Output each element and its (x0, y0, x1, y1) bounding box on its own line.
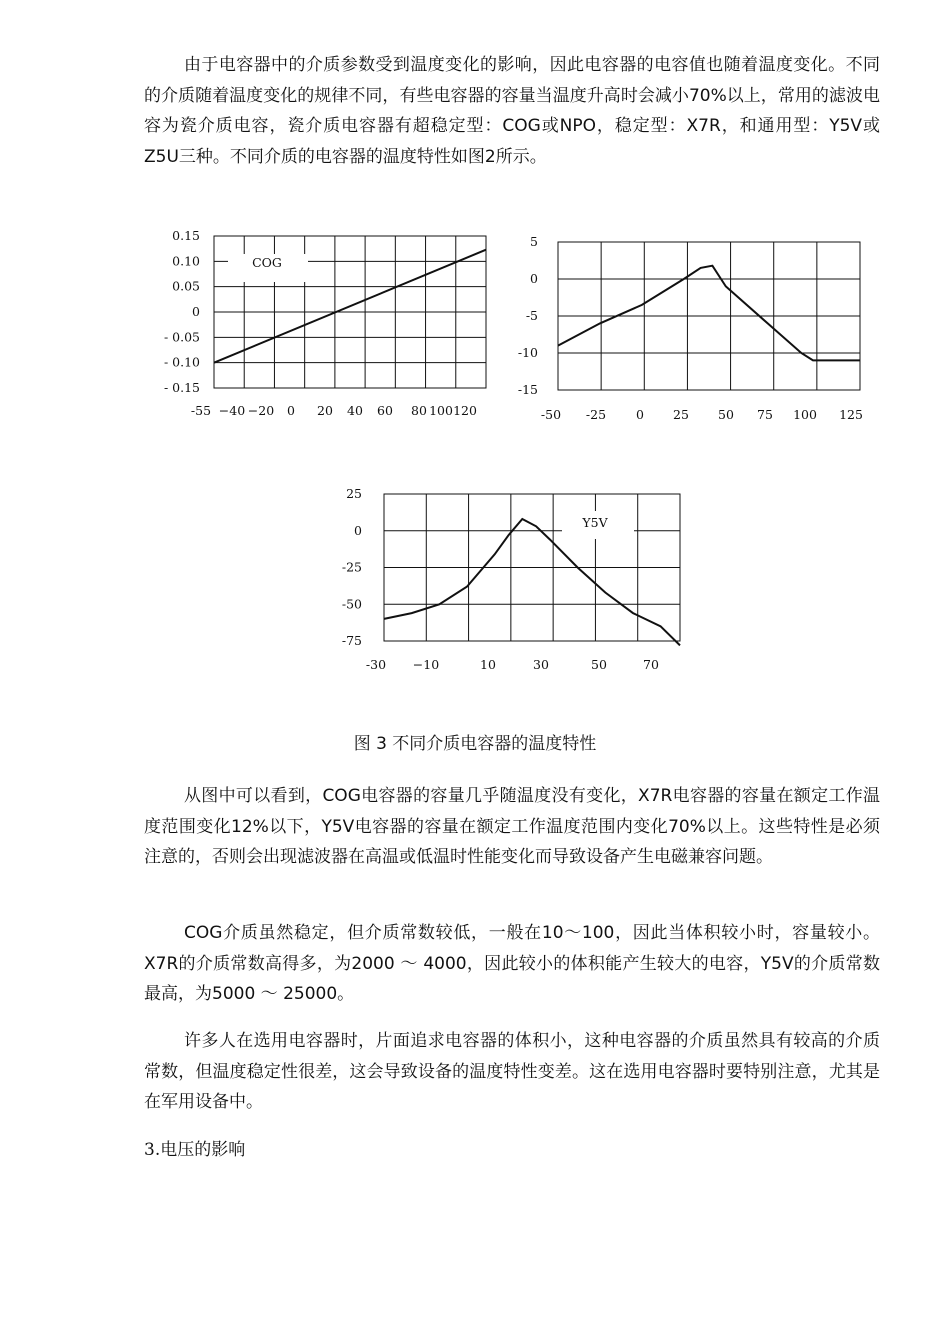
paragraph-comparison: 从图中可以看到，COG电容器的容量几乎随温度没有变化，X7R电容器的容量在额定工作温度范围变化12%以下，Y5V电容器的容量在额定工作温度范围内变化70%以上。这些特性是必须注意的，否则会出现滤波器在高温或低温时性能变化而导致设备产生电磁兼容问题。 (144, 786, 880, 867)
chart-x7r (500, 220, 880, 430)
y-tick-label: 0.10 (172, 253, 200, 269)
x-tick-label: 75 (757, 407, 773, 422)
x-tick-label: 120 (453, 403, 477, 418)
series-line (384, 519, 680, 645)
series-label: COG (252, 255, 282, 270)
chart-y5v (320, 475, 700, 685)
x-tick-label: 0 (636, 407, 644, 422)
y-tick-label: - 0.10 (163, 354, 200, 370)
y-tick-label: -25 (341, 559, 362, 575)
x-tick-label: 30 (533, 657, 549, 672)
series-label: Y5V (582, 515, 608, 530)
figure-caption: 图 3 不同介质电容器的温度特性 (353, 734, 597, 754)
paragraph-dielectric-constants: COG介质虽然稳定，但介质常数较低，一般在10～100，因此当体积较小时，容量较小。X7R的介质常数高得多，为2000 ～ 4000，因此较小的体积能产生较大的电容，Y5V的介质常数最高，为5000 ～ 25000。 (144, 923, 880, 1004)
y-tick-label: -75 (341, 633, 362, 648)
chart-cog (140, 220, 500, 430)
x-tick-label: 25 (673, 407, 689, 422)
x-tick-label: −20 (247, 403, 275, 418)
y-tick-label: - 0.05 (163, 329, 200, 345)
x-tick-label: 10 (480, 657, 496, 672)
x-tick-label: -55 (190, 403, 212, 418)
y-tick-label: - 0.15 (163, 380, 200, 395)
y-tick-label: -50 (341, 596, 362, 612)
y-tick-label: 0 (530, 271, 538, 286)
y-tick-label: -10 (517, 345, 538, 360)
x-tick-label: 50 (718, 407, 734, 422)
x-tick-label: 100 (793, 407, 817, 422)
x-tick-label: -30 (365, 657, 387, 672)
x-tick-label: −40 (218, 403, 246, 418)
x-tick-label: 80 (411, 403, 427, 418)
x-tick-label: −10 (412, 657, 440, 672)
x-tick-label: 125 (839, 407, 863, 422)
y-tick-label: -15 (517, 382, 538, 397)
x-tick-label: -50 (540, 407, 562, 422)
x-tick-label: 70 (643, 657, 659, 672)
x-tick-label: 20 (317, 403, 333, 418)
section-heading-voltage: 3.电压的影响 (144, 1140, 246, 1160)
x-tick-label: 50 (591, 657, 607, 672)
x-tick-label: 100 (429, 403, 453, 418)
y-tick-label: 0.05 (172, 278, 200, 294)
y-tick-label: 0 (354, 522, 362, 538)
paragraph-temperature-intro: 由于电容器中的介质参数受到温度变化的影响，因此电容器的电容值也随着温度变化。不同的介质随着温度变化的规律不同，有些电容器的容量当温度升高时会减小70%以上，常用的滤波电容为瓷介质电容，瓷介质电容器有超稳定型：COG或NPO，稳定型：X7R，和通用型：Y5V或Z5U三种。不同介质的电容器的温度特性如图2所示。 (144, 55, 880, 167)
y-tick-label: 0 (192, 304, 200, 319)
y-tick-label: -5 (525, 308, 538, 323)
paragraph-selection-warning: 许多人在选用电容器时，片面追求电容器的体积小，这种电容器的介质虽然具有较高的介质常数，但温度稳定性很差，这会导致设备的温度特性变差。这在选用电容器时要特别注意，尤其是在军用设备中。 (144, 1031, 880, 1112)
series-line (558, 266, 860, 361)
x-tick-label: 40 (347, 403, 363, 418)
x-tick-label: 0 (287, 403, 295, 418)
x-tick-label: 60 (377, 403, 393, 418)
x-tick-label: -25 (585, 407, 607, 422)
y-tick-label: 0.15 (172, 228, 200, 243)
y-tick-label: 5 (530, 234, 538, 249)
y-tick-label: 25 (346, 486, 362, 501)
